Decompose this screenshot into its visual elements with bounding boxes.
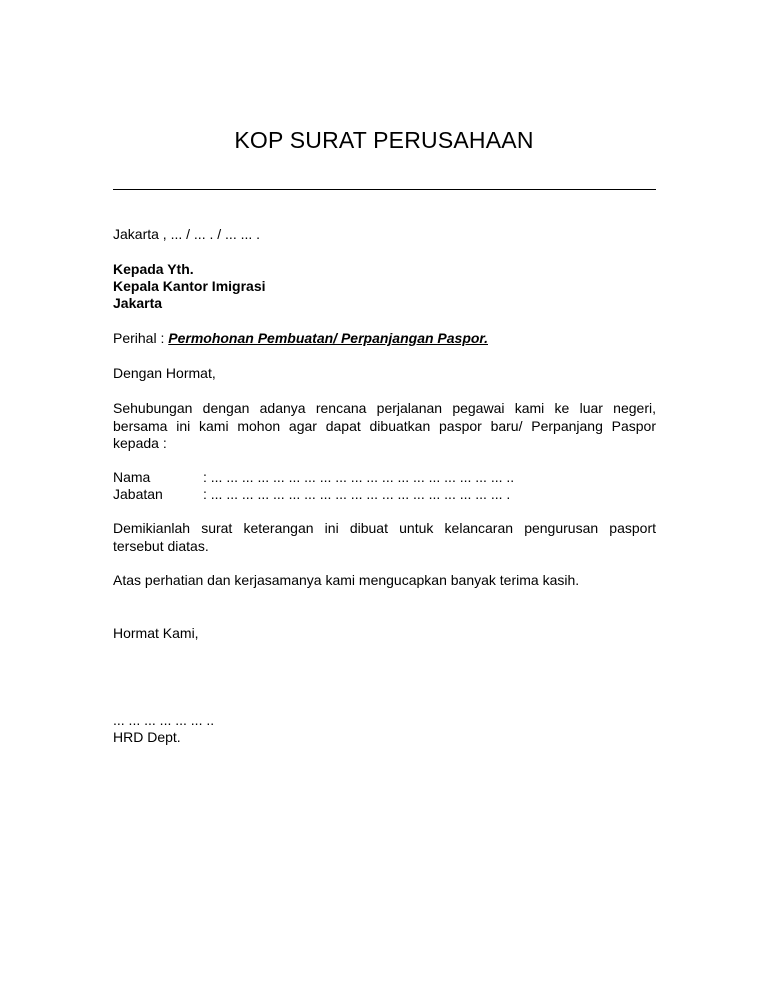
subject-text: Permohonan Pembuatan/ Perpanjangan Paspor. (168, 330, 488, 346)
greeting: Dengan Hormat, (113, 365, 216, 381)
field-row-nama (113, 469, 656, 486)
letterhead-divider (113, 189, 656, 190)
signature-dots: ... ... ... ... ... ... .. (113, 712, 215, 728)
subject-label: Perihal : (113, 330, 169, 346)
field-row-jabatan (113, 486, 656, 503)
field-label-jabatan: Jabatan (113, 486, 163, 502)
signature-department: HRD Dept. (113, 729, 181, 745)
paragraph-closing-line-1: Demikianlah surat keterangan ini dibuat untuk kelancaran pengurusan pasport (113, 520, 656, 536)
paragraph-intro-line-3: kepada : (113, 435, 167, 451)
recipient-line-2: Kepala Kantor Imigrasi (113, 278, 266, 294)
paragraph-closing-statement (113, 520, 656, 555)
field-value-jabatan: : ... ... ... ... ... ... ... ... ... ... ... ... ... ... ... ... ... ... ... . (203, 486, 511, 502)
paragraph-intro-line-1: Sehubungan dengan adanya rencana perjalanan pegawai kami ke luar negeri, (113, 400, 656, 416)
paragraph-thanks: Atas perhatian dan kerjasamanya kami mengucapkan banyak terima kasih. (113, 572, 580, 588)
paragraph-intro-line-2: bersama ini kami mohon agar dapat dibuatkan paspor baru/ Perpanjang Paspor (113, 417, 656, 434)
date-line: Jakarta , ... / ... . / ... ... . (113, 226, 261, 242)
field-value-nama: : ... ... ... ... ... ... ... ... ... ... ... ... ... ... ... ... ... ... ... .. (203, 469, 515, 485)
recipient-line-1: Kepada Yth. (113, 261, 194, 277)
subject-line (113, 330, 656, 347)
recipient-line-3: Jakarta (113, 295, 163, 311)
paragraph-closing-line-2: tersebut diatas. (113, 537, 209, 554)
letterhead-title: KOP SURAT PERUSAHAAN (234, 127, 534, 153)
closing-salutation: Hormat Kami, (113, 625, 199, 641)
paragraph-intro (113, 400, 656, 453)
field-label-nama: Nama (113, 469, 151, 485)
